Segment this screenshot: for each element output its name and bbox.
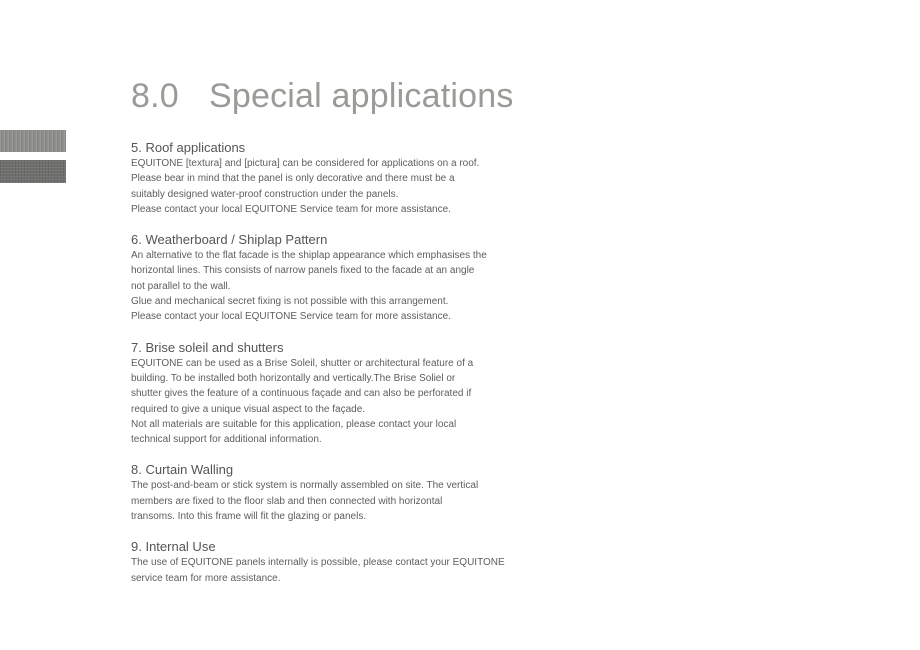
section-title: 7. Brise soleil and shutters	[131, 339, 284, 355]
material-swatch-light	[0, 130, 66, 152]
section-title: 9. Internal Use	[131, 539, 216, 555]
section-title: 5. Roof applications	[131, 140, 246, 155]
page-heading	[131, 74, 514, 118]
section-3	[131, 340, 531, 448]
body-line: suitably designed water-proof construction under the panels.	[131, 188, 399, 200]
section-2	[131, 232, 531, 324]
section-4	[131, 462, 531, 524]
body-line: Not all materials are suitable for this application, please contact your local	[131, 418, 457, 430]
body-line: members are fixed to the floor slab and then connected with horizontal	[131, 495, 443, 507]
body-line: not parallel to the wall.	[131, 280, 231, 292]
section-body	[131, 356, 531, 448]
body-line: Please contact your local EQUITONE Service team for more assistance.	[131, 311, 451, 323]
body-line: EQUITONE can be used as a Brise Soleil, shutter or architectural feature of a	[131, 357, 474, 369]
section-body	[131, 555, 531, 586]
section-1	[131, 140, 531, 217]
section-body	[131, 478, 531, 524]
section-5	[131, 539, 531, 586]
body-line: The use of EQUITONE panels internally is possible, please contact your EQUITONE	[131, 557, 505, 569]
body-line: The post-and-beam or stick system is normally assembled on site. The vertical	[131, 480, 479, 492]
body-line: required to give a unique visual aspect to the façade.	[131, 403, 366, 415]
body-line: Please contact your local EQUITONE Service team for more assistance.	[131, 203, 451, 215]
body-line: Glue and mechanical secret fixing is not possible with this arrangement.	[131, 296, 449, 308]
body-line: transoms. Into this frame will fit the glazing or panels.	[131, 511, 367, 523]
material-swatch-dark	[0, 160, 66, 183]
section-title: 6. Weatherboard / Shiplap Pattern	[131, 232, 328, 248]
sections-container	[131, 140, 531, 601]
body-line: Please bear in mind that the panel is only decorative and there must be a	[131, 173, 455, 185]
chapter-title: Special applications	[209, 77, 514, 115]
body-line: EQUITONE [textura] and [pictura] can be considered for applications on a roof.	[131, 158, 480, 169]
body-line: An alternative to the flat facade is the shiplap appearance which emphasises the	[131, 250, 487, 262]
section-title: 8. Curtain Walling	[131, 462, 234, 478]
body-line: shutter gives the feature of a continuous façade and can also be perforated if	[131, 388, 472, 400]
body-line: service team for more assistance.	[131, 572, 281, 584]
body-line: horizontal lines. This consists of narrow panels fixed to the facade at an angle	[131, 265, 475, 277]
section-body	[131, 248, 531, 324]
section-body	[131, 156, 531, 217]
body-line: building. To be installed both horizontally and vertically.The Brise Soliel or	[131, 372, 456, 384]
body-line: technical support for additional information.	[131, 434, 322, 446]
chapter-number: 8.0	[131, 77, 179, 115]
